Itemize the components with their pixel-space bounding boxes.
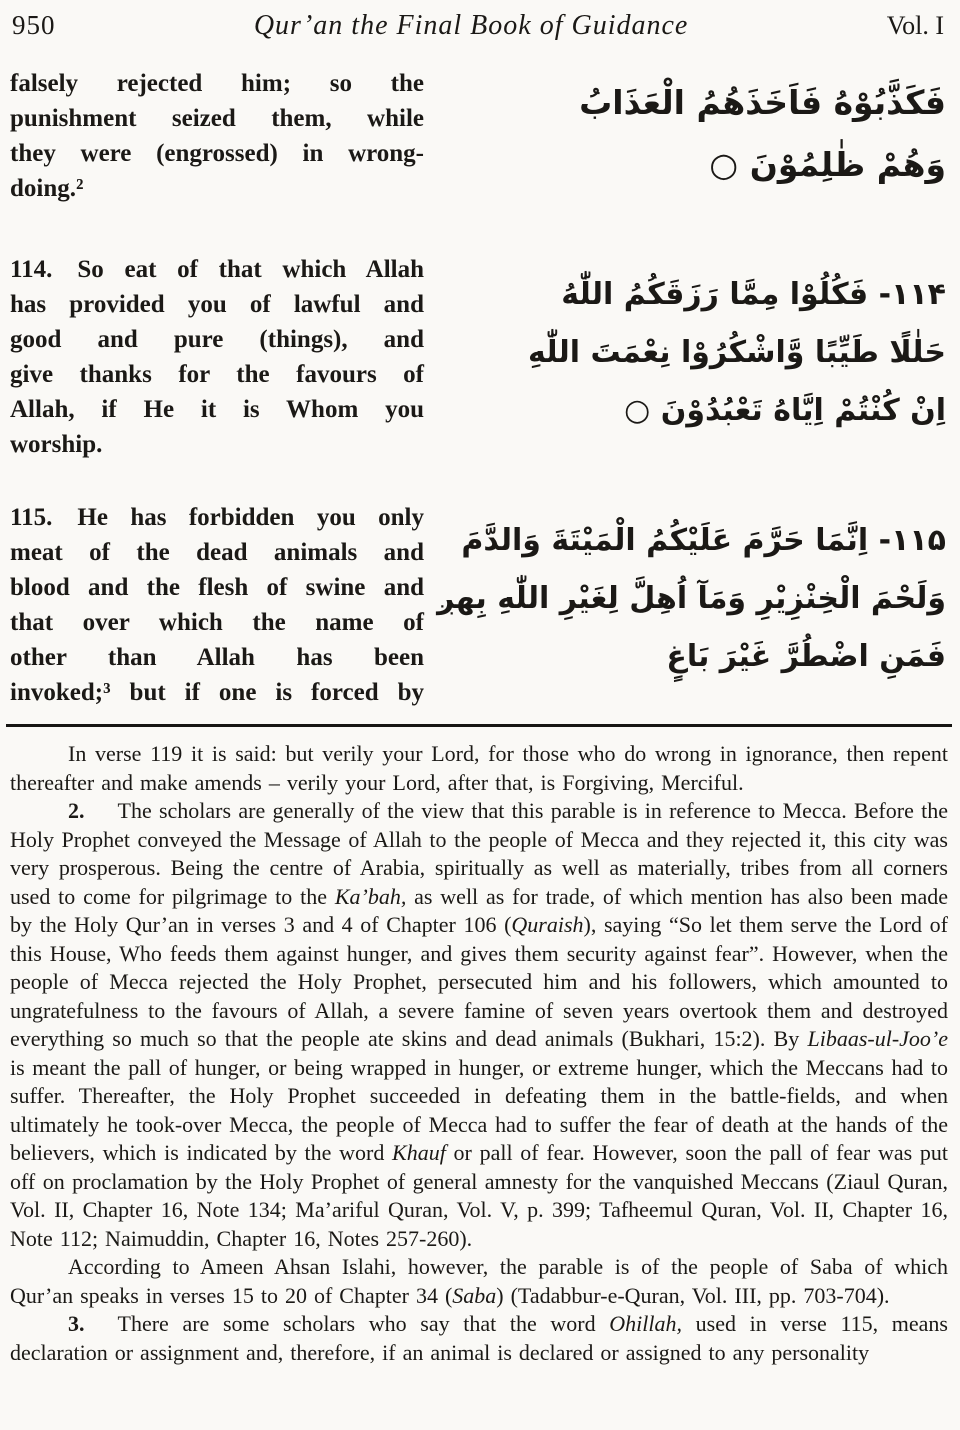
footnote-continuation-paragraph [10,740,948,797]
english-line: give thanks for the favours of [10,361,424,388]
english-line: meat of the dead animals and [10,539,424,566]
english-line: 114. So eat of that which Allah [10,256,424,283]
footnote-text-segment: Saba [452,1282,497,1308]
english-line: other than Allah has been [10,644,424,671]
footnote-text-segment: There are some scholars who say that the word [117,1311,610,1336]
footnote-text-segment: used in verse 115, means declaration or assignment and, therefore, if an animal is declared or assigned to any personality [10,1311,948,1365]
arabic-verse-text [424,500,950,710]
arabic-line: ۱۱۴- فَكُلُوْا مِمَّا رَزَقَكُمُ اللّٰهُ [561,277,946,312]
arabic-verse-text [424,66,950,206]
arabic-line: وَهُمْ ظٰلِمُوْنَ ○ [709,145,946,184]
verse-block-113-continuation [10,66,950,206]
arabic-line: اِنْ كُنْتُمْ اِيَّاهُ تَعْبُدُوْنَ ○ [624,393,946,428]
footnote-text-segment: Quraish [511,912,584,937]
volume-label: Vol. I [886,11,944,40]
english-line: doing.² [10,175,84,202]
footnote-text-segment: ) (Tadabbur-e-Quran, Vol. III, pp. 703-704). [496,1282,890,1308]
footnote-2-paragraph [10,797,948,1253]
footnote-3-paragraph [10,1310,948,1367]
english-line: that over which the name of [10,609,424,636]
footnote-text-segment: is meant the pall of hunger, or being wrapped in hunger, or extreme hunger, which the Meccans had to suffer. Thereafter, the Holy Prophet succeeded in defeating them in the battle-fields, and when ultimately he took-over Mecca, the people of Mecca had to suffer the fear of death at the hands of the believers, which is indicated by the word [10,1054,948,1165]
footnote-text-segment: The scholars are generally of the view that this parable is in reference to Mecca. Before the Holy Prophet conveyed the Message of Allah to the people of Mecca and they rejected it, this city was very prosperous. Being the centre of Arabia, spiritually as well as materially, tribes from all corners used to come for pilgrimage to the [10,798,948,909]
footnotes-section [0,727,960,1367]
arabic-line: وَلَحْمَ الْخِنْزِيْرِ وَمَآ اُهِلَّ لِغَيْرِ اللّٰهِ بِهږ [437,581,946,616]
footnote-text-segment: Khauf [392,1140,446,1165]
arabic-line: فَكَذَّبُوْهُ فَاَخَذَهُمُ الْعَذَابُ [579,83,946,122]
english-line: falsely rejected him; so the [10,70,424,97]
footnote-number: 3. [68,1311,85,1336]
arabic-verse-text [424,252,950,462]
footnote-text-segment: as well as for trade, of which mention has also been made by the Holy Qur’an in verses 3 and 4 of Chapter 106 ( [10,883,948,937]
english-translation [10,252,424,462]
english-line: punishment seized them, while [10,105,424,132]
english-line: invoked;³ but if one is forced by [10,679,424,706]
english-line: good and pure (things), and [10,326,424,353]
footnote-text-segment: Ohillah, [609,1311,683,1336]
footnote-text-segment: Libaas-ul-Joo’e [807,1026,948,1051]
english-line: has provided you of lawful and [10,291,424,318]
english-translation [10,500,424,710]
english-line: worship. [10,431,103,458]
page-header [0,0,960,42]
footnote-text-segment: In verse 119 it is said: but verily your Lord, for those who do wrong in ignorance, then repent thereafter and make amends – verily your Lord, after that, is Forgiving, Merciful. [10,741,948,795]
arabic-line: ۱۱۵- اِنَّمَا حَرَّمَ عَلَيْكُمُ الْمَيْتَةَ وَالدَّمَ [461,523,946,558]
arabic-line: فَمَنِ اضْطُرَّ غَيْرَ بَاغٍ [666,639,946,674]
footnote-text-segment: or pall of fear. However, soon the pall of fear was put off on proclamation by the Holy Prophet of general amnesty for the vanquished Meccans (Ziaul Quran, Vol. II, Chapter 16, Note 134; Ma’ariful Quran, Vol. V, p. 399; Tafheemul Quran, Vol. II, Chapter 16, Note 112; Naimuddin, Chapter 16, Notes 257-260). [10,1140,948,1251]
footnote-text-segment: Ka’bah, [334,883,407,909]
footnote-text-segment: ), saying “So let them serve the Lord of this House, Who feeds them against hunger, and gives them security against fear”. However, when the people of Mecca rejected the Holy Prophet, persecuted him and his followers, which amounted to ungratefulness to the favours of Allah, a severe famine of seven years overtook them and destroyed everything so much so that the people ate skins and dead animals (Bukhari, 15:2). By [10,912,948,1051]
arabic-line: حَلٰلًا طَيِّبًا وَّاشْكُرُوْا نِعْمَتَ اللّٰهِ [528,335,946,370]
english-line: Allah, if He it is Whom you [10,396,424,423]
footnote-number: 2. [68,798,85,823]
english-translation [10,66,424,206]
english-line: blood and the flesh of swine and [10,574,424,601]
page-number: 950 [12,10,56,40]
footnote-2-addendum-paragraph [10,1253,948,1310]
verse-block-115 [10,500,950,710]
verse-block-114 [10,252,950,462]
footnote-text-segment: According to Ameen Ahsan Islahi, however, the parable is of the people of Saba of which Qur’an speaks in verses 15 to 20 of Chapter 34 ( [10,1254,948,1308]
english-line: 115. He has forbidden you only [10,504,424,531]
running-title: Qur’an the Final Book of Guidance [253,10,689,41]
verse-area [0,66,960,710]
english-line: they were (engrossed) in wrong- [10,140,424,167]
